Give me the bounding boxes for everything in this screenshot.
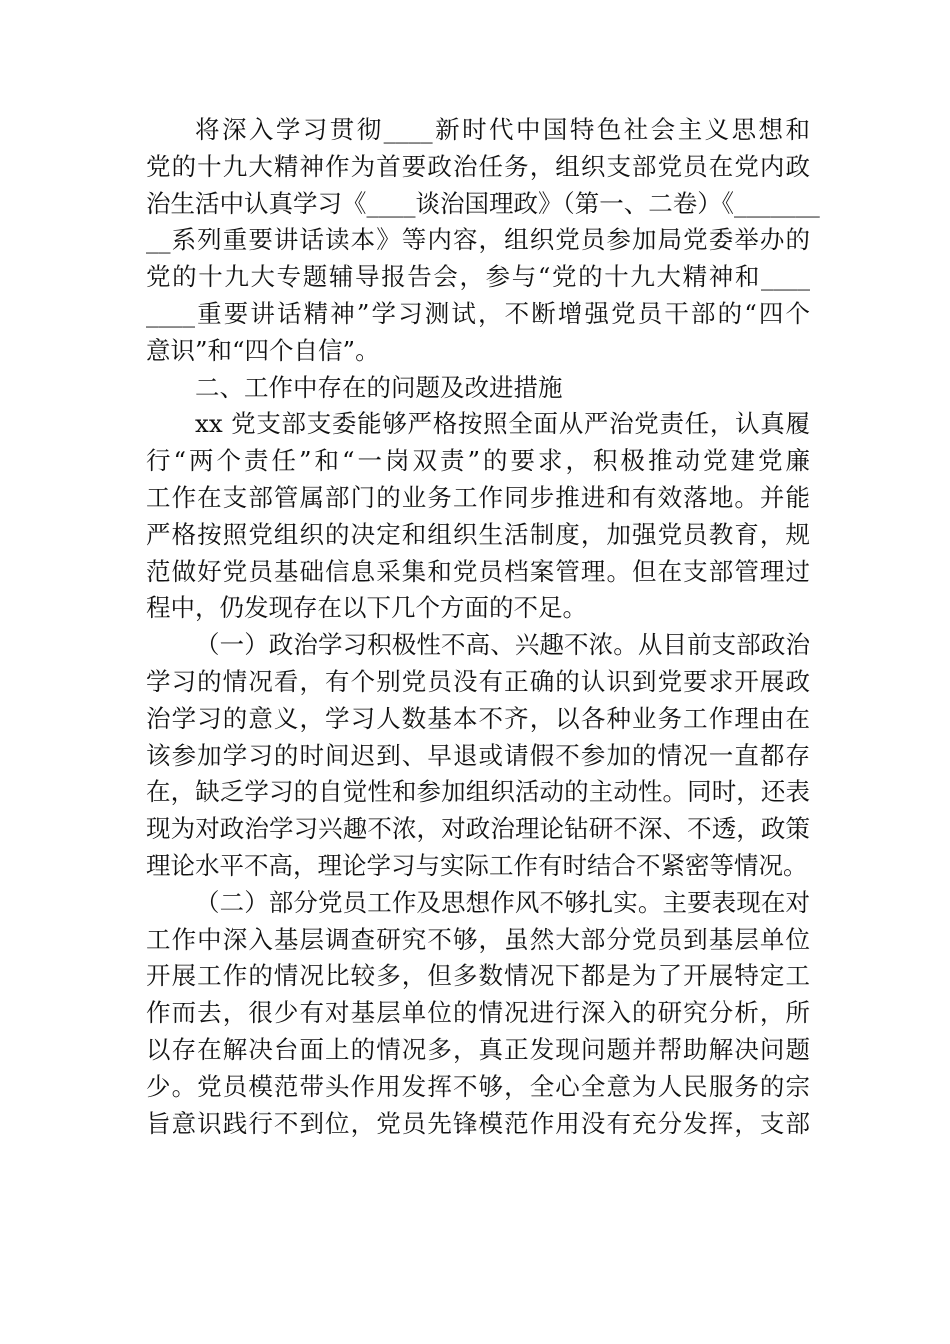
text-line: 行“两个责任”和“一岗双责”的要求，积极推动党建党廉	[146, 446, 810, 476]
text-line: （二）部分党员工作及思想作风不够扎实。主要表现在对	[195, 887, 810, 917]
text-line: ____重要讲话精神”学习测试，不断增强党员干部的“四个	[146, 298, 810, 328]
text-line: 作而去，很少有对基层单位的情况进行深入的研究分析，所	[146, 998, 810, 1028]
text-line: 治学习的意义，学习人数基本不齐，以各种业务工作理由在	[146, 703, 810, 733]
text-line: 党的十九大专题辅导报告会，参与“党的十九大精神和____	[146, 262, 810, 292]
text-line: 现为对政治学习兴趣不浓，对政治理论钻研不深、不透，政策	[146, 814, 810, 844]
text-line: 治生活中认真学习《____谈治国理政》（第一、二卷）《_______	[146, 188, 820, 218]
text-line: 在，缺乏学习的自觉性和参加组织活动的主动性。同时，还表	[146, 777, 810, 807]
text-line: 程中，仍发现存在以下几个方面的不足。	[146, 593, 587, 623]
text-line: 少。党员模范带头作用发挥不够，全心全意为人民服务的宗	[146, 1071, 810, 1101]
text-line: 意识”和“四个自信”。	[146, 335, 380, 365]
text-line: 旨意识践行不到位，党员先锋模范作用没有充分发挥，支部	[146, 1108, 810, 1138]
document-body	[146, 112, 820, 1142]
text-line: 学习的情况看，有个别党员没有正确的认识到党要求开展政	[146, 666, 810, 696]
text-line: 二、工作中存在的问题及改进措施	[195, 372, 563, 402]
text-line: 工作在支部管属部门的业务工作同步推进和有效落地。并能	[146, 482, 810, 512]
text-line: 将深入学习贯彻____新时代中国特色社会主义思想和	[195, 115, 810, 144]
text-line: __系列重要讲话读本》等内容，组织党员参加局党委举办的	[146, 225, 810, 255]
text-line: 该参加学习的时间迟到、早退或请假不参加的情况一直都存	[146, 740, 810, 770]
text-line: xx 党支部支委能够严格按照全面从严治党责任，认真履	[195, 409, 810, 439]
text-line: 范做好党员基础信息采集和党员档案管理。但在支部管理过	[146, 556, 810, 586]
text-line: 党的十九大精神作为首要政治任务，组织支部党员在党内政	[146, 151, 810, 181]
text-line: （一）政治学习积极性不高、兴趣不浓。从目前支部政治	[195, 630, 810, 660]
text-line: 理论水平不高，理论学习与实际工作有时结合不紧密等情况。	[146, 850, 808, 880]
text-line: 开展工作的情况比较多，但多数情况下都是为了开展特定工	[146, 961, 810, 991]
text-line: 以存在解决台面上的情况多，真正发现问题并帮助解决问题	[146, 1034, 810, 1064]
text-line: 严格按照党组织的决定和组织生活制度，加强党员教育，规	[146, 519, 810, 549]
text-line: 工作中深入基层调查研究不够，虽然大部分党员到基层单位	[146, 924, 810, 954]
